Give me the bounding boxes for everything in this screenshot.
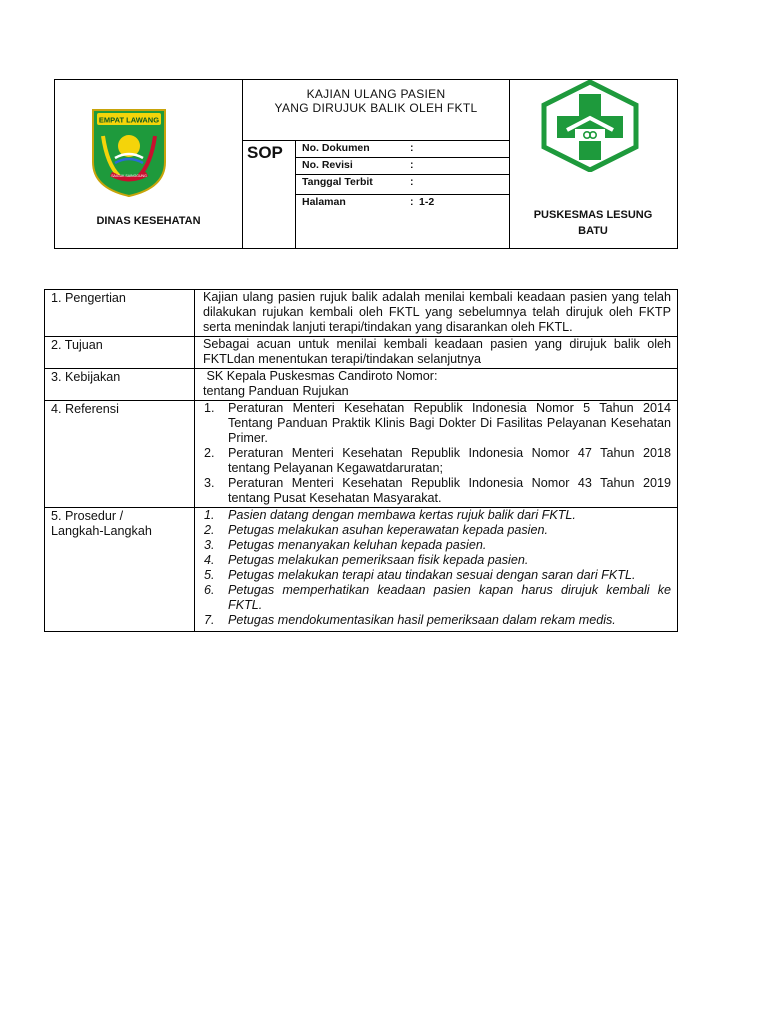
item-number: 2. [204, 523, 215, 537]
section-text: Sebagai acuan untuk menilai kembali keadaan pasien yang dirujuk balik oleh FKTLdan menentukan terapi/tindakan selanjutnya [195, 337, 678, 369]
item-text: Pasien datang dengan membawa kertas rujuk balik dari FKTL. [228, 508, 576, 522]
list-item [203, 553, 671, 568]
item-text: Petugas melakukan terapi atau tindakan sesuai dengan saran dari FKTL. [228, 568, 636, 582]
divider [295, 157, 509, 158]
document-title [243, 87, 509, 115]
field-label: No. Revisi [302, 159, 353, 171]
field-value: 1-2 [419, 196, 435, 208]
sop-content-table [44, 289, 678, 632]
list-item [203, 401, 671, 446]
procedure-list [203, 508, 671, 628]
item-text: Petugas memperhatikan keadaan pasien kapan harus dirujuk kembali ke FKTL. [228, 583, 671, 612]
field-label: No. Dokumen [302, 142, 370, 154]
logo-name-text: EMPAT LAWANG [98, 115, 160, 125]
title-line: YANG DIRUJUK BALIK OLEH FKTL [274, 101, 478, 115]
item-text: Petugas melakukan asuhan keperawatan kepada pasien. [228, 523, 548, 537]
field-separator: : [410, 142, 414, 154]
item-number: 1. [204, 401, 215, 415]
divider [295, 174, 509, 175]
puskesmas-name [510, 207, 676, 239]
list-item [203, 568, 671, 583]
dinas-name: DINAS KESEHATAN [96, 215, 201, 227]
section-text: Kajian ulang pasien rujuk balik adalah menilai kembali keadaan pasien yang telah dilakukan rujukan kembali oleh FKTL yang sebelumnya telah dirujuk oleh FKTP serta menindak lanjuti terapi/tindakan yang disarankan oleh FKTL. [195, 290, 678, 337]
logo-motto-text: SAIGUK SAINGGUNG [111, 174, 147, 178]
puskesmas-line: BATU [578, 225, 608, 237]
sop-label: SOP [247, 143, 283, 162]
item-number: 1. [204, 508, 215, 522]
label-line: Langkah-Langkah [51, 524, 152, 538]
list-item [203, 476, 671, 506]
title-line: KAJIAN ULANG PASIEN [306, 87, 446, 101]
divider [242, 140, 509, 141]
kebijakan-line: SK Kepala Puskesmas Candiroto Nomor: [203, 369, 438, 383]
list-item [203, 446, 671, 476]
table-row [45, 337, 678, 369]
list-item [203, 538, 671, 553]
section-list-cell [195, 401, 678, 508]
item-number: 3. [204, 476, 215, 490]
empat-lawang-logo [89, 106, 169, 203]
field-separator: : [410, 159, 414, 171]
puskesmas-logo [540, 80, 640, 177]
list-item [203, 508, 671, 523]
list-item [203, 583, 671, 613]
item-text: Petugas mendokumentasikan hasil pemeriksaan dalam rekam medis. [228, 613, 616, 627]
table-row [45, 369, 678, 401]
table-row [45, 401, 678, 508]
item-text: Peraturan Menteri Kesehatan Republik Indonesia Nomor 43 Tahun 2019 tentang Pusat Kesehatan Masyarakat. [228, 476, 671, 505]
kebijakan-line: tentang Panduan Rujukan [203, 384, 349, 398]
item-text: Peraturan Menteri Kesehatan Republik Indonesia Nomor 47 Tahun 2018 tentang Pelayanan Kegawatdaruratan; [228, 446, 671, 475]
field-label: Tanggal Terbit [302, 176, 373, 188]
label-line: 5. Prosedur / [51, 509, 124, 523]
section-label: 2. Tujuan [45, 337, 195, 369]
section-label: 1. Pengertian [45, 290, 195, 337]
item-number: 3. [204, 538, 215, 552]
item-text: Petugas melakukan pemeriksaan fisik kepada pasien. [228, 553, 529, 567]
table-row [45, 508, 678, 632]
section-label [45, 508, 195, 632]
reference-list [203, 401, 671, 506]
item-number: 6. [204, 583, 215, 597]
item-number: 5. [204, 568, 215, 582]
list-item [203, 523, 671, 538]
section-text [195, 369, 678, 401]
puskesmas-line: PUSKESMAS LESUNG [533, 209, 653, 221]
item-text: Peraturan Menteri Kesehatan Republik Indonesia Nomor 5 Tahun 2014 Tentang Panduan Praktik Klinis Bagi Dokter Di Fasilitas Pelayanan Kesehatan Primer. [228, 401, 671, 445]
section-label: 4. Referensi [45, 401, 195, 508]
item-number: 4. [204, 553, 215, 567]
divider [295, 194, 509, 195]
item-text: Petugas menanyakan keluhan kepada pasien. [228, 538, 487, 552]
table-row [45, 290, 678, 337]
section-label: 3. Kebijakan [45, 369, 195, 401]
field-separator: : [410, 196, 414, 208]
sop-header [54, 79, 678, 249]
field-separator: : [410, 176, 414, 188]
item-number: 7. [204, 613, 215, 627]
item-number: 2. [204, 446, 215, 460]
list-item [203, 613, 671, 628]
section-list-cell [195, 508, 678, 632]
field-label: Halaman [302, 196, 346, 208]
